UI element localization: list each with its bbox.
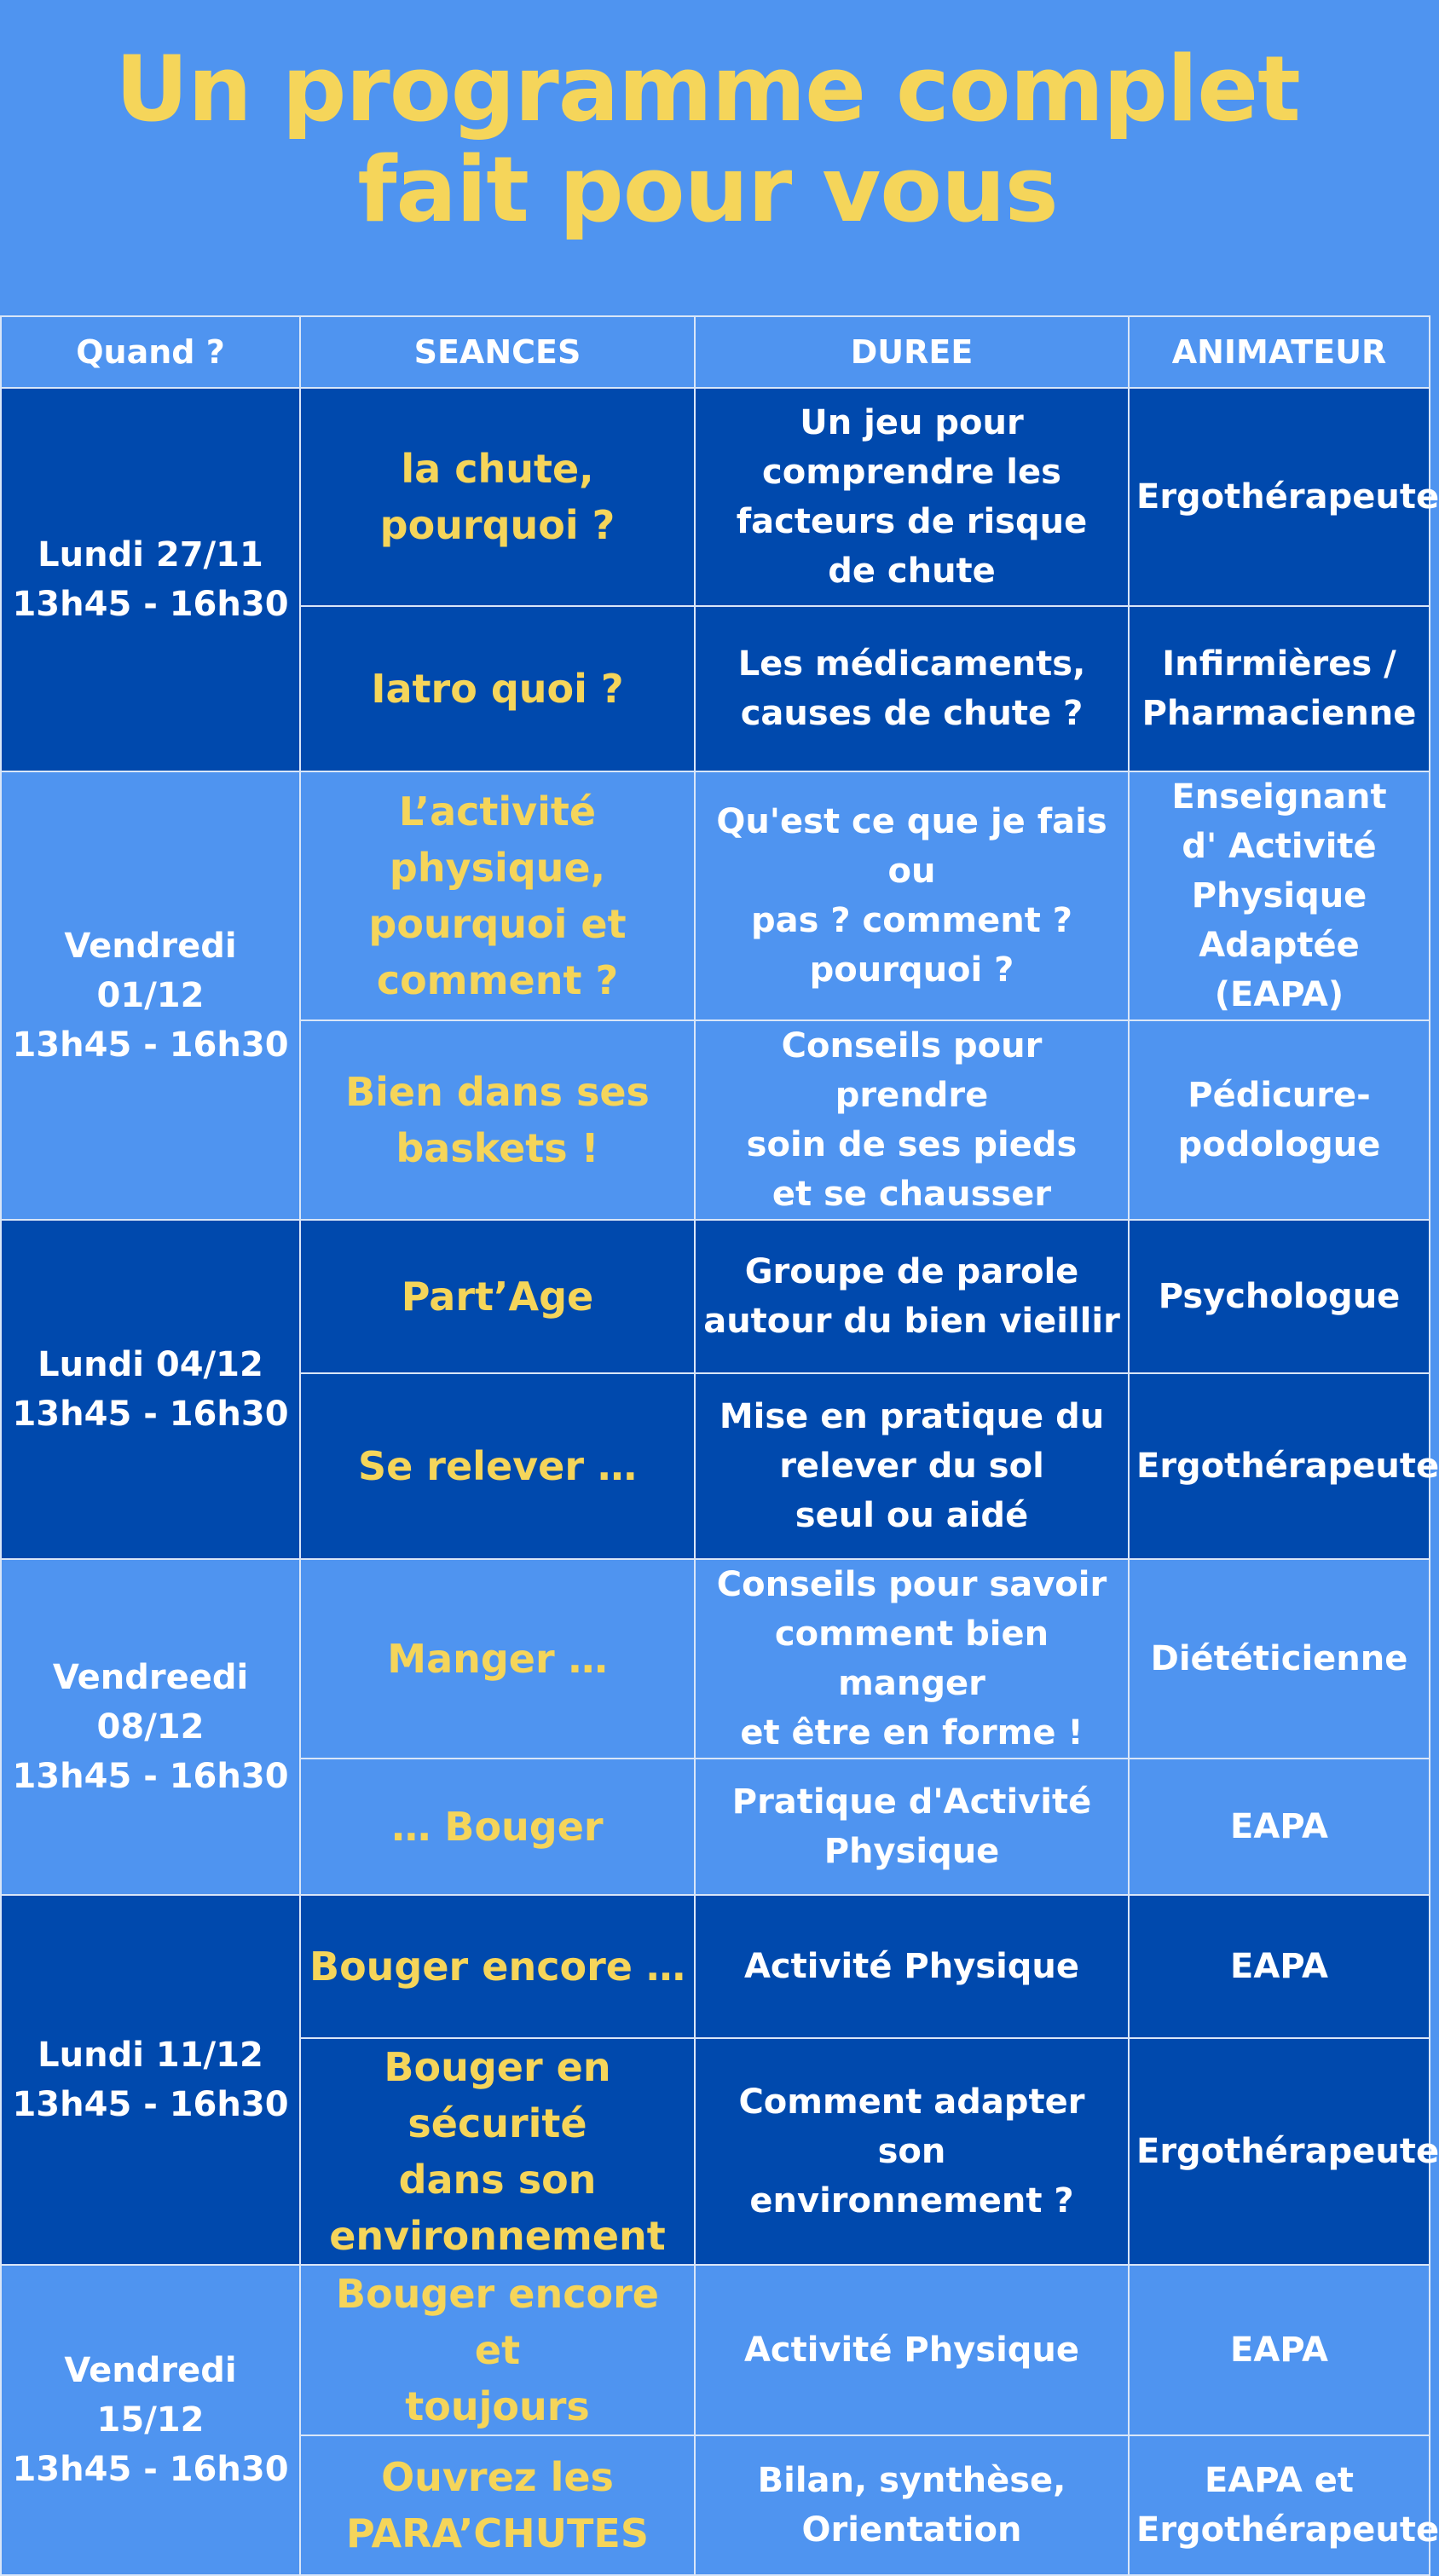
session-title: Se relever … [300, 1373, 695, 1559]
session-title: Manger … [300, 1559, 695, 1759]
session-title: L’activité physique, pourquoi et comment ? [300, 771, 695, 1020]
page-title [0, 39, 1415, 240]
session-title: la chute, pourquoi ? [300, 388, 695, 606]
title-line-1: Un programme complet [115, 37, 1300, 142]
session-animator: Infirmières / Pharmacienne [1129, 606, 1430, 771]
session-title: Iatro quoi ? [300, 606, 695, 771]
session-description: Bilan, synthèse, Orientation [695, 2435, 1129, 2575]
session-description: Mise en pratique du relever du sol seul ou aidé [695, 1373, 1129, 1559]
day-when: Lundi 04/12 13h45 - 16h30 [1, 1220, 300, 1559]
session-description: Conseils pour prendre soin de ses pieds et se chausser [695, 1020, 1129, 1220]
session-title: Ouvrez les PARA’CHUTES [300, 2435, 695, 2575]
session-title: Bouger encore et toujours [300, 2265, 695, 2435]
session-description: Conseils pour savoir comment bien manger et être en forme ! [695, 1559, 1129, 1759]
session-title: Bouger en sécurité dans son environnement [300, 2038, 695, 2265]
day-when: Lundi 27/11 13h45 - 16h30 [1, 388, 300, 771]
header-animator: ANIMATEUR [1129, 316, 1430, 388]
session-animator: Ergothérapeute [1129, 1373, 1430, 1559]
day-when: Lundi 11/12 13h45 - 16h30 [1, 1895, 300, 2265]
table-row [1, 1559, 1430, 1759]
title-line-2: fait pour vous [357, 137, 1058, 242]
header-when: Quand ? [1, 316, 300, 388]
session-animator: Ergothérapeute [1129, 2038, 1430, 2265]
day-when: Vendredi 01/12 13h45 - 16h30 [1, 771, 300, 1220]
session-description: Les médicaments, causes de chute ? [695, 606, 1129, 771]
table-row [1, 2265, 1430, 2435]
header-duration: DUREE [695, 316, 1129, 388]
session-animator: EAPA [1129, 2265, 1430, 2435]
header-sessions: SEANCES [300, 316, 695, 388]
session-description: Activité Physique [695, 2265, 1129, 2435]
table-row [1, 1220, 1430, 1373]
session-description: Pratique d'Activité Physique [695, 1759, 1129, 1895]
table-row [1, 1895, 1430, 2038]
session-animator: EAPA [1129, 1759, 1430, 1895]
session-description: Qu'est ce que je fais ou pas ? comment ? pourquoi ? [695, 771, 1129, 1020]
session-title: Part’Age [300, 1220, 695, 1373]
program-table [0, 315, 1439, 2576]
session-animator: Diététicienne [1129, 1559, 1430, 1759]
session-description: Activité Physique [695, 1895, 1129, 2038]
session-title: Bien dans ses baskets ! [300, 1020, 695, 1220]
day-when: Vendreedi 08/12 13h45 - 16h30 [1, 1559, 300, 1895]
day-when: Vendredi 15/12 13h45 - 16h30 [1, 2265, 300, 2575]
session-animator: EAPA [1129, 1895, 1430, 2038]
session-animator: Pédicure- podologue [1129, 1020, 1430, 1220]
session-description: Comment adapter son environnement ? [695, 2038, 1129, 2265]
session-description: Un jeu pour comprendre les facteurs de risque de chute [695, 388, 1129, 606]
session-title: Bouger encore … [300, 1895, 695, 2038]
session-animator: Enseignant d' Activité Physique Adaptée (EAPA) [1129, 771, 1430, 1020]
table-row [1, 388, 1430, 606]
session-animator: EAPA et Ergothérapeute [1129, 2435, 1430, 2575]
table-row [1, 771, 1430, 1020]
session-description: Groupe de parole autour du bien vieillir [695, 1220, 1129, 1373]
session-title: … Bouger [300, 1759, 695, 1895]
session-animator: Psychologue [1129, 1220, 1430, 1373]
session-animator: Ergothérapeute [1129, 388, 1430, 606]
table-header-row [1, 316, 1430, 388]
